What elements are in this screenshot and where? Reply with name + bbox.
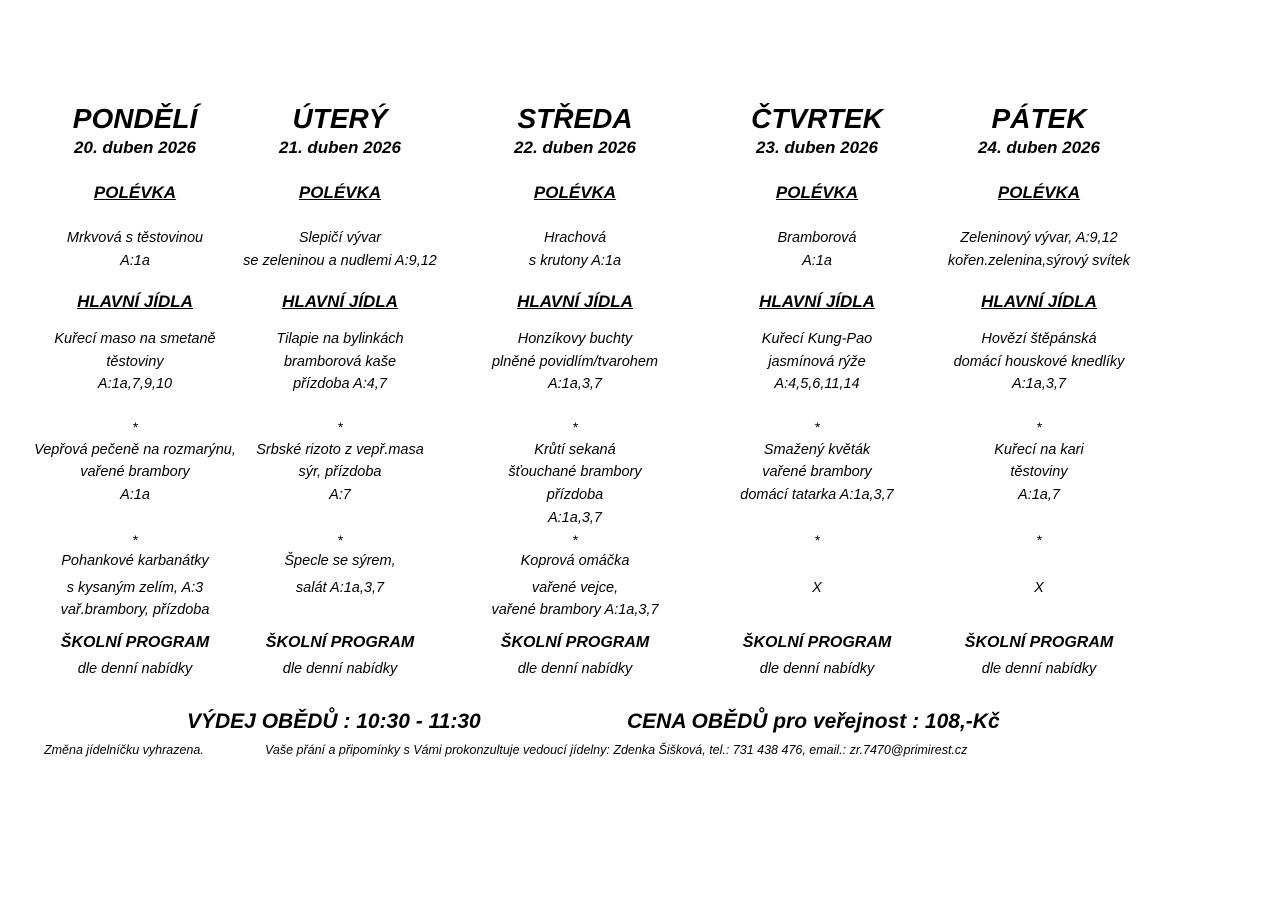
menu-change-notice: Změna jídelníčku vyhrazena.: [44, 743, 204, 757]
meal-1-line: plněné povidlím/tvarohem: [491, 354, 659, 370]
meal-2-line: těstoviny: [1010, 464, 1068, 480]
dish-separator: *: [572, 419, 578, 435]
dish-separator: *: [337, 419, 343, 435]
meal-2-line: Smažený květák: [763, 442, 871, 458]
meal-3-line: Špecle se sýrem,: [284, 553, 396, 569]
soup-line: Bramborová: [777, 230, 857, 246]
day-date: 23. duben 2026: [756, 138, 878, 157]
soup-line: Zeleninový vývar, A:9,12: [960, 230, 1118, 246]
day-name: ČTVRTEK: [751, 103, 883, 134]
dish-separator: *: [132, 419, 138, 435]
meal-2-line: Srbské rizoto z vepř.masa: [256, 442, 424, 458]
meal-3-line: Pohankové karbanátky: [61, 553, 209, 569]
meal-2-line: sýr, přízdoba: [298, 464, 382, 480]
main-dishes-heading: HLAVNÍ JÍDLA: [517, 292, 633, 311]
meal-2-line: vařené brambory: [762, 464, 872, 480]
school-program-heading: ŠKOLNÍ PROGRAM: [60, 634, 210, 651]
soup-line: kořen.zelenina,sýrový svítek: [947, 253, 1131, 269]
soup-line: A:1a: [802, 253, 832, 269]
meal-2-line: A:1a,7: [1018, 487, 1060, 503]
meal-3-line: salát A:1a,3,7: [295, 580, 385, 596]
soup-heading: POLÉVKA: [775, 183, 859, 202]
dish-separator: *: [132, 532, 138, 548]
soup-line: Mrkvová s těstovinou: [66, 230, 204, 246]
day-date: 24. duben 2026: [978, 138, 1100, 157]
dish-separator: *: [814, 419, 820, 435]
meal-1-line: jasmínová rýže: [768, 354, 866, 370]
meal-2-line: Kuřecí na kari: [994, 442, 1084, 458]
meal-2-line: domácí tatarka A:1a,3,7: [740, 487, 894, 503]
school-program-text: dle denní nabídky: [759, 661, 875, 677]
school-program-heading: ŠKOLNÍ PROGRAM: [964, 634, 1114, 651]
dish-separator: *: [814, 532, 820, 548]
contact-info: Vaše přání a připomínky s Vámi prokonzultuje vedoucí jídelny: Zdenka Šišková, tel.: 731 438 476, email.: zr.7470@primirest.cz: [265, 743, 968, 757]
meal-1-line: Honzíkovy buchty: [517, 331, 633, 347]
meal-3-line: X: [1034, 580, 1044, 596]
soup-heading: POLÉVKA: [533, 183, 617, 202]
dish-separator: *: [337, 532, 343, 548]
meal-1-line: A:1a,3,7: [1011, 376, 1066, 392]
meal-1-line: Kuřecí Kung-Pao: [761, 331, 873, 347]
meal-2-line: A:1a: [120, 487, 150, 503]
day-date: 20. duben 2026: [74, 138, 196, 157]
meal-1-line: A:1a,7,9,10: [97, 376, 173, 392]
school-program-text: dle denní nabídky: [517, 661, 633, 677]
main-dishes-heading: HLAVNÍ JÍDLA: [77, 292, 193, 311]
meal-1-line: A:4,5,6,11,14: [774, 376, 860, 392]
meal-2-line: Krůtí sekaná: [534, 442, 616, 458]
meal-2-line: A:1a,3,7: [547, 510, 602, 526]
school-program-text: dle denní nabídky: [981, 661, 1097, 677]
soup-heading: POLÉVKA: [298, 183, 382, 202]
soup-line: se zeleninou a nudlemi A:9,12: [243, 253, 437, 269]
meal-3-line: s kysaným zelím, A:3: [66, 580, 204, 596]
meal-1-line: Hovězí štěpánská: [981, 331, 1097, 347]
school-program-heading: ŠKOLNÍ PROGRAM: [265, 634, 415, 651]
main-dishes-heading: HLAVNÍ JÍDLA: [981, 292, 1097, 311]
dish-separator: *: [572, 532, 578, 548]
soup-heading: POLÉVKA: [93, 183, 177, 202]
school-program-heading: ŠKOLNÍ PROGRAM: [742, 634, 892, 651]
meal-3-line: Koprová omáčka: [520, 553, 630, 569]
public-price: CENA OBĚDŮ pro veřejnost : 108,-Kč: [627, 710, 1000, 733]
soup-heading: POLÉVKA: [997, 183, 1081, 202]
meal-1-line: těstoviny: [106, 354, 164, 370]
dish-separator: *: [1036, 532, 1042, 548]
soup-line: Slepičí vývar: [298, 230, 382, 246]
meal-3-line: X: [812, 580, 822, 596]
dish-separator: *: [1036, 419, 1042, 435]
main-dishes-heading: HLAVNÍ JÍDLA: [759, 292, 875, 311]
meal-3-line: vařené vejce,: [531, 580, 619, 596]
meal-2-line: A:7: [329, 487, 351, 503]
serving-time: VÝDEJ OBĚDŮ : 10:30 - 11:30: [187, 710, 481, 733]
main-dishes-heading: HLAVNÍ JÍDLA: [282, 292, 398, 311]
meal-2-line: přízdoba: [546, 487, 604, 503]
meal-2-line: vařené brambory: [80, 464, 190, 480]
meal-2-line: šťouchané brambory: [508, 464, 642, 480]
meal-1-line: Tilapie na bylinkách: [276, 331, 404, 347]
meal-3-line: vař.brambory, přízdoba: [60, 602, 210, 618]
day-name: ÚTERÝ: [292, 103, 388, 134]
day-name: PÁTEK: [991, 103, 1087, 134]
school-program-text: dle denní nabídky: [282, 661, 398, 677]
day-name: STŘEDA: [517, 103, 633, 134]
meal-1-line: A:1a,3,7: [547, 376, 602, 392]
meal-1-line: bramborová kaše: [283, 354, 397, 370]
soup-line: s krutony A:1a: [528, 253, 622, 269]
soup-line: A:1a: [120, 253, 150, 269]
meal-2-line: Vepřová pečeně na rozmarýnu,: [34, 442, 236, 458]
day-date: 21. duben 2026: [279, 138, 401, 157]
day-name: PONDĚLÍ: [72, 103, 198, 134]
meal-3-line: vařené brambory A:1a,3,7: [491, 602, 659, 618]
school-program-heading: ŠKOLNÍ PROGRAM: [500, 634, 650, 651]
meal-1-line: domácí houskové knedlíky: [953, 354, 1125, 370]
meal-1-line: Kuřecí maso na smetaně: [54, 331, 216, 347]
meal-1-line: přízdoba A:4,7: [293, 376, 387, 392]
day-date: 22. duben 2026: [514, 138, 636, 157]
school-program-text: dle denní nabídky: [77, 661, 193, 677]
soup-line: Hrachová: [543, 230, 607, 246]
